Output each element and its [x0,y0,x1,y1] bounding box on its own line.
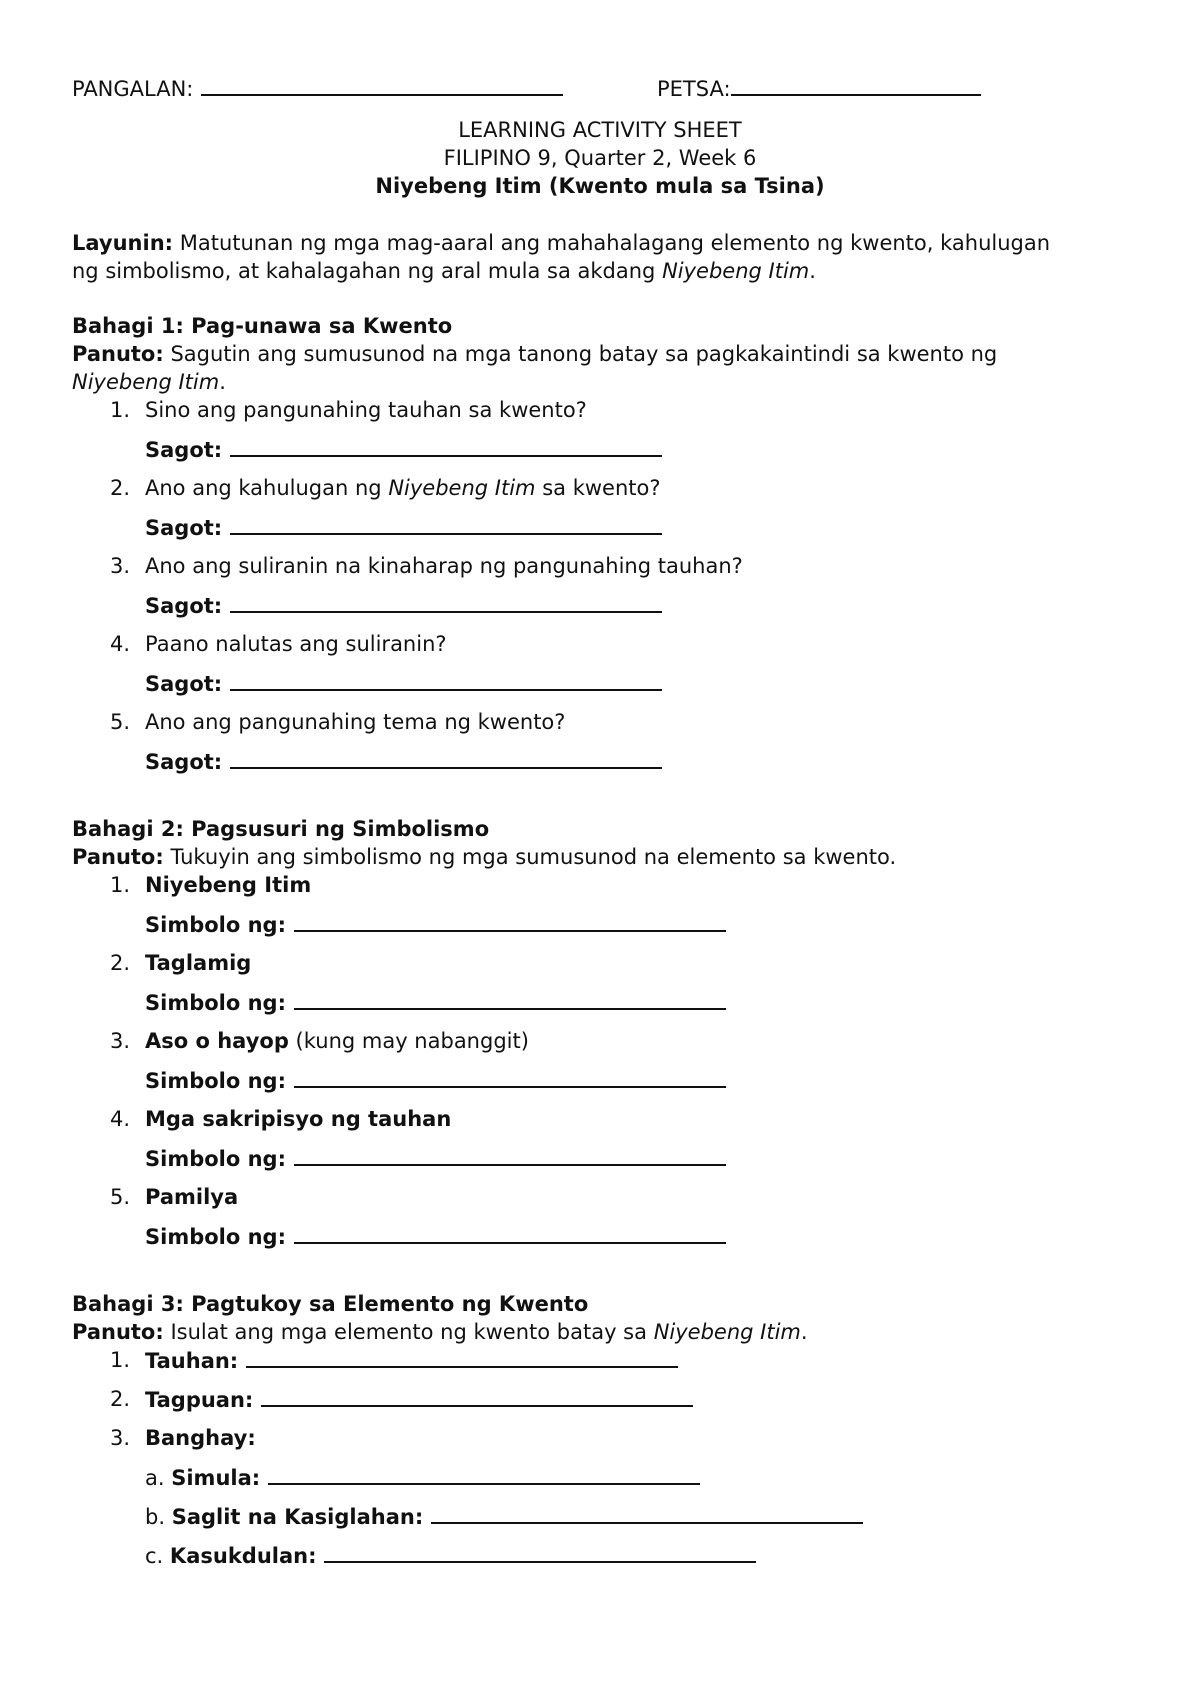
symbol-label: Simbolo ng: [145,913,286,937]
s1-answer [145,910,726,939]
part3-instr-text: Isulat ang mga elemento ng kwento batay sa [170,1320,647,1344]
part2-instr-text: Tukuyin ang simbolismo ng mga sumusunod na elemento sa kwento. [170,845,897,869]
s5-answer [145,1222,726,1251]
s4-answer [145,1144,726,1173]
objective-text-2: ng simbolismo, at kahalagahan ng aral mula sa akdang [72,259,656,283]
q4-text: Paano nalutas ang suliranin? [145,632,447,656]
s2-answer-blank[interactable] [294,988,726,1010]
q2-title: Niyebeng Itim [388,476,536,500]
answer-label: Sagot: [145,438,223,462]
e2-answer-blank[interactable] [261,1385,693,1407]
part2-heading-text: Bahagi 2: Pagsusuri ng Simbolismo [72,817,490,841]
part1-instruction-1 [72,340,997,368]
s1-label: Niyebeng Itim [145,873,312,897]
part2-instr-label: Panuto: [72,845,164,869]
part1-heading [72,312,452,340]
q4-answer-blank[interactable] [230,669,662,691]
part1-instr-title: Niyebeng Itim [72,370,220,394]
q1-answer-blank[interactable] [230,435,662,457]
plot-a-letter: a. [145,1466,165,1490]
q2-number: 2. [109,476,130,500]
part3-instr-label: Panuto: [72,1320,164,1344]
e1-label: Tauhan: [145,1349,239,1373]
e2-line [145,1385,693,1414]
q1-answer [145,435,662,464]
q2-post: sa kwento? [542,476,661,500]
part1-instr-label: Panuto: [72,342,164,366]
date-label: PETSA: [657,77,731,101]
s3-label: Aso o hayop [145,1029,289,1053]
s3-number: 3. [109,1029,130,1053]
q1-text: Sino ang pangunahing tauhan sa kwento? [145,398,587,422]
date-blank[interactable] [731,74,981,96]
symbol-label: Simbolo ng: [145,1069,286,1093]
s3-text [145,1027,529,1055]
q5-text: Ano ang pangunahing tema ng kwento? [145,710,566,734]
s2-text [145,949,251,977]
s5-label: Pamilya [145,1185,239,1209]
objective-label: Layunin: [72,231,174,255]
part1-instr-end: . [219,370,226,394]
plot-a-line [145,1463,700,1492]
objective-title: Niyebeng Itim [662,259,810,283]
part1-instr-text: Sagutin ang sumusunod na mga tanong batay sa pagkakaintindi sa kwento ng [170,342,998,366]
q5-answer [145,747,662,776]
name-blank[interactable] [201,74,563,96]
s2-number: 2. [109,951,130,975]
answer-label: Sagot: [145,672,223,696]
symbol-label: Simbolo ng: [145,1225,286,1249]
q3-number: 3. [109,554,130,578]
title-line-1: LEARNING ACTIVITY SHEET [458,118,742,142]
s1-number: 1. [109,873,130,897]
q3-answer [145,591,662,620]
part3-instruction [72,1318,808,1346]
s4-answer-blank[interactable] [294,1144,726,1166]
q5-number: 5. [109,710,130,734]
e1-answer-blank[interactable] [246,1346,678,1368]
objective-text-1: Matutunan ng mga mag-aaral ang mahahalagang elemento ng kwento, kahulugan [179,231,1051,255]
s2-label: Taglamig [145,951,252,975]
part3-instr-title: Niyebeng Itim [653,1320,801,1344]
plot-b-blank[interactable] [431,1502,863,1524]
plot-c-line [145,1541,756,1570]
e3-label: Banghay: [145,1426,256,1450]
part3-heading-text: Bahagi 3: Pagtukoy sa Elemento ng Kwento [72,1292,589,1316]
e2-label: Tagpuan: [145,1388,254,1412]
answer-label: Sagot: [145,594,223,618]
s5-number: 5. [109,1185,130,1209]
plot-a-label: Simula: [171,1466,261,1490]
plot-c-label: Kasukdulan: [169,1544,317,1568]
q3-text: Ano ang suliranin na kinaharap ng pangunahing tauhan? [145,554,743,578]
e2-number: 2. [109,1387,130,1411]
name-line [72,74,563,103]
date-line [657,74,981,103]
story-title: Niyebeng Itim (Kwento mula sa Tsina) [375,174,825,198]
q3-answer-blank[interactable] [230,591,662,613]
objective-end: . [809,259,816,283]
title-line-2: FILIPINO 9, Quarter 2, Week 6 [443,146,757,170]
e1-number: 1. [109,1348,130,1372]
e3-number: 3. [109,1426,130,1450]
objective-line-2 [72,257,816,285]
s4-text [145,1105,451,1133]
plot-b-letter: b. [145,1505,166,1529]
plot-b-label: Saglit na Kasiglahan: [171,1505,424,1529]
q4-number: 4. [109,632,130,656]
q2-pre: Ano ang kahulugan ng [145,476,382,500]
answer-label: Sagot: [145,750,223,774]
q2-answer [145,513,662,542]
s5-answer-blank[interactable] [294,1222,726,1244]
s1-answer-blank[interactable] [294,910,726,932]
plot-c-blank[interactable] [324,1541,756,1563]
plot-c-letter: c. [145,1544,164,1568]
plot-a-blank[interactable] [268,1463,700,1485]
s4-number: 4. [109,1107,130,1131]
s4-label: Mga sakripisyo ng tauhan [145,1107,452,1131]
name-label: PANGALAN: [72,77,194,101]
part3-instr-end: . [800,1320,808,1344]
plot-b-line [145,1502,863,1531]
e1-line [145,1346,678,1375]
answer-label: Sagot: [145,516,223,540]
q2-text [145,474,660,502]
s5-text [145,1183,238,1211]
q2-answer-blank[interactable] [230,513,662,535]
e3-line [145,1424,256,1452]
part2-heading [72,815,489,843]
q4-answer [145,669,662,698]
s3-note: (kung may nabanggit) [295,1029,529,1053]
part3-heading [72,1290,588,1318]
part1-instruction-2 [72,368,226,396]
part2-instruction [72,843,896,871]
s2-answer [145,988,726,1017]
s1-text [145,871,311,899]
symbol-label: Simbolo ng: [145,1147,286,1171]
symbol-label: Simbolo ng: [145,991,286,1015]
s3-answer-blank[interactable] [294,1066,726,1088]
q1-number: 1. [109,398,130,422]
objective-line-1 [72,229,1050,257]
part1-heading-text: Bahagi 1: Pag-unawa sa Kwento [72,314,453,338]
q5-answer-blank[interactable] [230,747,662,769]
s3-answer [145,1066,726,1095]
title-line-3 [0,172,1200,200]
